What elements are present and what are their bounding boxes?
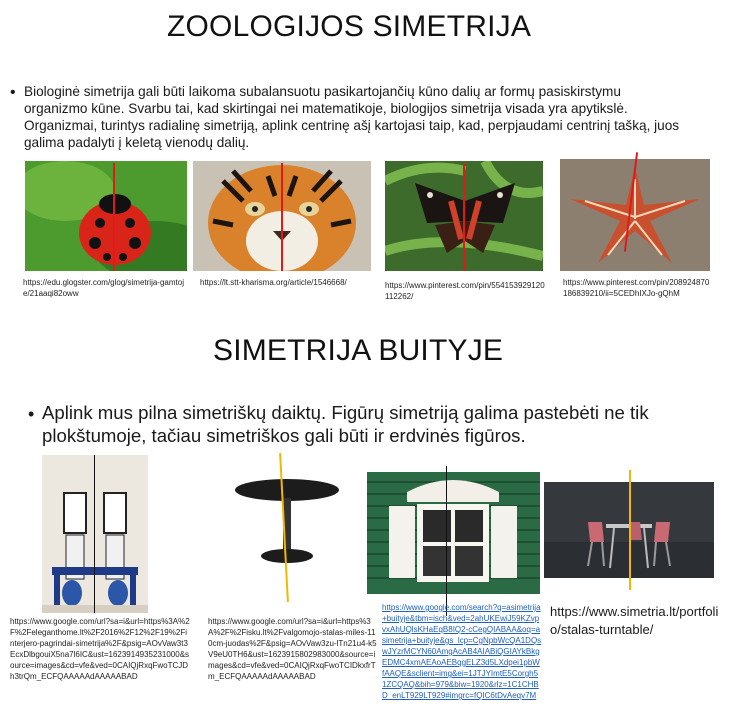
bullet-dot: • [10, 84, 16, 101]
ladybug-caption: https://edu.glogster.com/glog/simetrija-gamtoje/21aaqi82oww [23, 278, 184, 298]
butterfly-symmetry-axis [463, 163, 465, 271]
bullet-dot: • [28, 404, 35, 424]
section1-title: ZOOLOGIJOS SIMETRIJA [167, 10, 532, 43]
table-chairs-symmetry-axis [629, 470, 631, 590]
console-caption: https://www.google.com/url?sa=i&url=https%3A%2F%2Feleganthome.lt%2F2016%2F12%2F19%2Finterjero-pagrindai-simetrija%2F&psig=AOvVaw3t3EcxDlbgouiX5na7l6IC&ust=1623914935231000&source=images&cd=vfe&ved=0CAIQjRxqFwoTCJDh3trQm_ECFQAAAAAdAAAAABAD [10, 617, 190, 681]
ladybug-image [25, 161, 187, 271]
table-chairs-caption: https://www.simetria.lt/portfolio/stalas-turntable/ [550, 604, 719, 637]
table-caption: https://www.google.com/url?sa=i&url=https%3A%2F%2Fisku.lt%2Fvalgomojo-stalas-miles-110cm-juodas%2F&psig=AOvVaw3zu-lTn21u4-k5V9eU0TH6&ust=1623915802983000&source=images&cd=vfe&ved=0CAIQjRxqFwoTCIDkxfrTm_ECFQAAAAAdAAAAABAD [208, 617, 377, 681]
tiger-caption: https://lt.stt-kharisma.org/article/1546668/ [200, 278, 347, 287]
round-table-image [228, 470, 346, 570]
starfish-caption: https://www.pinterest.com/pin/208924870186839210/ii=5CEDhIXJo-gQhM [563, 278, 710, 298]
window-symmetry-axis [446, 466, 447, 616]
console-symmetry-axis [94, 455, 95, 613]
tiger-symmetry-axis [281, 163, 283, 271]
section1-text: Biologinė simetrija gali būti laikoma subalansuotu pasikartojančių kūno dalių ar formų pasiskirstymu organizmo kūne. Svarbu tai, kad skirtingai nei matematikoje, biologijos simetrija visada yra apytikslė. Organizmai, turintys radialinę simetriją, aplink centrinę ašį kartojasi taip, kad, perpjaudami centrinį tašką, juos galima padalyti į keletą vienodų dalių. [24, 84, 680, 150]
window-caption-link[interactable]: https://www.google.com/search?q=asimetrija+buityje&tbm=isch&ved=2ahUKEwiJ59KZvpvxAhUQlsKHaEqB8IQ2-cCegQIABAA&oq=asimetrija+buityje&gs_lcp=CgNpbWcQA1DQswJYzrMCYN60AmgAcAB4AIABiQGIAYkBkgEDMC4xmAEAoAEBqgELZ3d5LXdpei1pbWfAAQE&sclient=img&ei=1JTJYImtE5Corgh51ZCQAQ&bih=979&biw=1920&rlz=1C1CHBD_enLT929LT929#imgrc=fQIC6tDvAeqv7M [382, 603, 542, 700]
section2-text: Aplink mus pilna simetriškų daiktų. Figūrų simetriją galima pastebėti ne tik plokštumoje, tačiau simetriškos gali būti ir erdvinės figūros. [42, 402, 649, 446]
ladybug-symmetry-axis [113, 163, 115, 271]
window-image [367, 472, 540, 594]
section2-title: SIMETRIJA BUITYJE [213, 334, 504, 367]
interior-console-image [42, 455, 148, 613]
butterfly-caption: https://www.pinterest.com/pin/554153929120112262/ [385, 281, 545, 301]
